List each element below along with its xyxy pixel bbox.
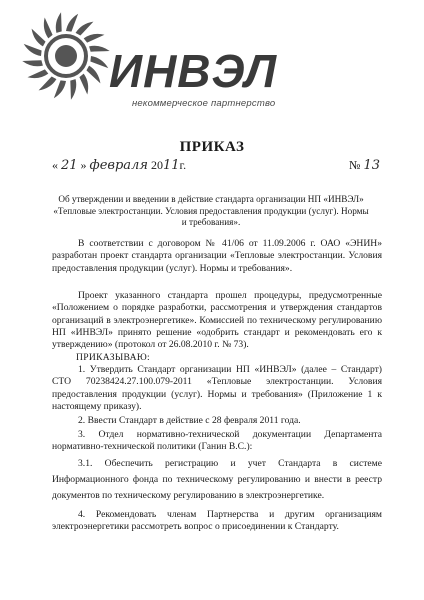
sun-ray-icon	[28, 69, 49, 78]
sun-ray-icon	[84, 34, 105, 43]
order-item-3-1: 3.1. Обеспечить регистрацию и учет Стандарта в системе Информационного фонда по техническому регулированию и внести в реестр документов по техническому регулированию в электроэнергетике.	[52, 458, 382, 501]
date-open-quote: «	[52, 158, 58, 172]
number-value: 13	[363, 158, 380, 173]
sun-ray-icon	[32, 29, 46, 47]
sun-ray-icon	[56, 12, 62, 33]
date-year-suffix: 11	[162, 158, 180, 173]
document-number	[349, 158, 380, 173]
document-title: ПРИКАЗ	[179, 139, 245, 155]
sun-ray-icon	[66, 14, 78, 32]
organization-logo	[20, 10, 300, 112]
sun-ray-icon	[90, 56, 108, 68]
order-item-1: 1. Утвердить Стандарт организации НП «ИНВЭЛ» (далее – Стандарт) СТО 70238424.27.100.079-2011 «Тепловые электростанции. Условия предоставления продукции (услуг). Нормы и требования» (Приложение 1 к настоящему приказу).	[52, 364, 382, 412]
order-heading: ПРИКАЗЫВАЮ:	[76, 352, 151, 363]
sun-ray-icon	[86, 66, 100, 84]
order-item-3: 3. Отдел нормативно-технической документации Департамента нормативно-технической политики (Ганин В.С.):	[52, 429, 382, 453]
sun-ray-icon	[89, 46, 110, 52]
number-label: №	[349, 158, 361, 172]
sun-ray-icon	[22, 60, 43, 66]
sun-ray-icon	[39, 76, 57, 90]
paragraph-procedure: Проект указанного стандарта прошел процедуры, предусмотренные «Положением о порядке разработки, рассмотрения и утверждения стандартов организаций в электроэнергетике». Комиссией по техническому регулированию НП «ИНВЭЛ» принято решение «одобрить стандарт и рекомендовать его к утверждению» (протокол от 26.08.2010 г. № 73).	[52, 290, 382, 351]
order-item-4: 4. Рекомендовать членам Партнерства и другим организациям электроэнергетики рассмотреть вопрос о присоединении к Стандарту.	[52, 509, 382, 533]
date-month: февраля	[89, 158, 148, 173]
paragraph-basis: В соответствии с договором № 41/06 от 11.09.2006 г. ОАО «ЭНИН» разработан проект стандарта организации «Тепловые электростанции. Условия предоставления продукции (услуг). Нормы и требования».	[52, 238, 382, 274]
logo-name: ИНВЭЛ	[109, 45, 278, 97]
sun-ray-icon	[44, 18, 53, 39]
sun-ray-icon	[54, 80, 66, 98]
sun-ray-icon	[70, 79, 76, 100]
logo-subtitle: некоммерческое партнерство	[132, 98, 276, 109]
sun-ray-icon	[79, 74, 88, 95]
date-close-quote: »	[80, 158, 87, 172]
order-item-2: 2. Ввести Стандарт в действие с 28 февраля 2011 года.	[78, 415, 301, 426]
date-day: 21	[61, 158, 78, 173]
sun-ray-icon	[76, 22, 94, 36]
date-year-prefix: 20	[150, 158, 163, 172]
document-date	[52, 158, 186, 173]
date-suffix: г.	[179, 158, 187, 172]
sun-ray-icon	[24, 44, 42, 56]
document-subject: Об утверждении и введении в действие стандарта организации НП «ИНВЭЛ» «Тепловые электростанции. Условия предоставления продукции (услуг). Нормы и требования».	[53, 194, 369, 227]
sun-emblem-icon	[20, 10, 112, 102]
